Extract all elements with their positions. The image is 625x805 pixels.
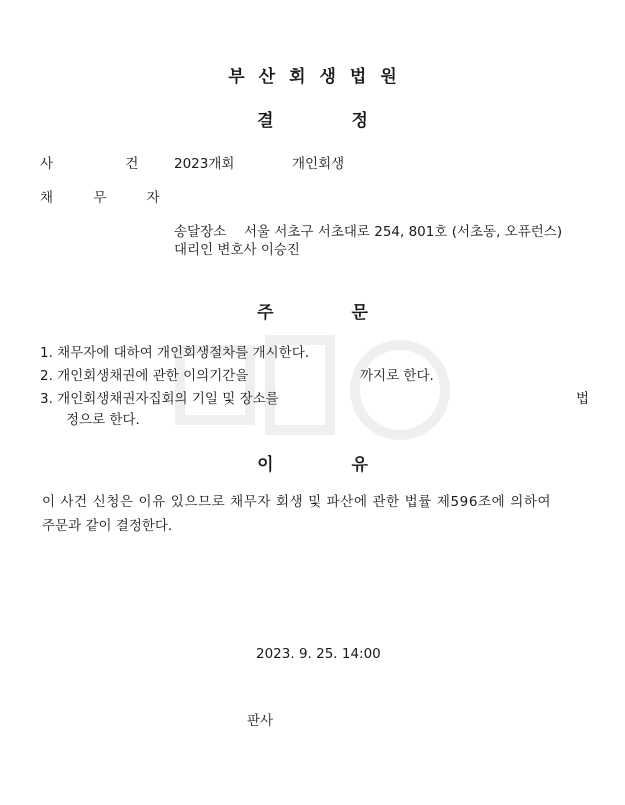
reason-text-line2: 주문과 같이 결정한다.	[42, 518, 173, 534]
order-heading: 주 문	[257, 303, 368, 323]
reason-heading: 이 유	[257, 455, 368, 475]
order-item-3: 3. 개인회생채권자집회의 기일 및 장소를	[40, 391, 279, 407]
reason-text-line1: 이 사건 신청은 이유 있으므로 채무자 회생 및 파산에 관한 법률 제596조에 의하여	[42, 494, 552, 510]
decision-date: 2023. 9. 25. 14:00	[256, 646, 381, 662]
order-item-2: 2. 개인회생채권에 관한 이의기간을	[40, 368, 249, 384]
debtor-label: 채 무 자	[40, 190, 178, 206]
case-type: 개인회생	[292, 156, 345, 172]
service-place-label: 송달장소	[174, 224, 227, 240]
order-item-2-tail: 까지로 한다.	[360, 368, 434, 384]
order-item-3-tail: 법	[576, 391, 590, 407]
case-label: 사 건	[40, 156, 173, 172]
judge-label: 판사	[247, 713, 274, 729]
document-type-heading: 결 정	[257, 111, 368, 131]
agent-attorney: 대리인 변호사 이승진	[174, 242, 300, 258]
court-name: 부산회생법원	[228, 67, 411, 87]
order-item-3-cont: 정으로 한다.	[66, 412, 140, 428]
case-number: 2023개회	[174, 156, 235, 172]
watermark-seal-icon	[160, 320, 460, 450]
order-item-1: 1. 채무자에 대하여 개인회생절차를 개시한다.	[40, 345, 310, 361]
service-address: 서울 서초구 서초대로 254, 801호 (서초동, 오퓨런스)	[244, 224, 563, 240]
